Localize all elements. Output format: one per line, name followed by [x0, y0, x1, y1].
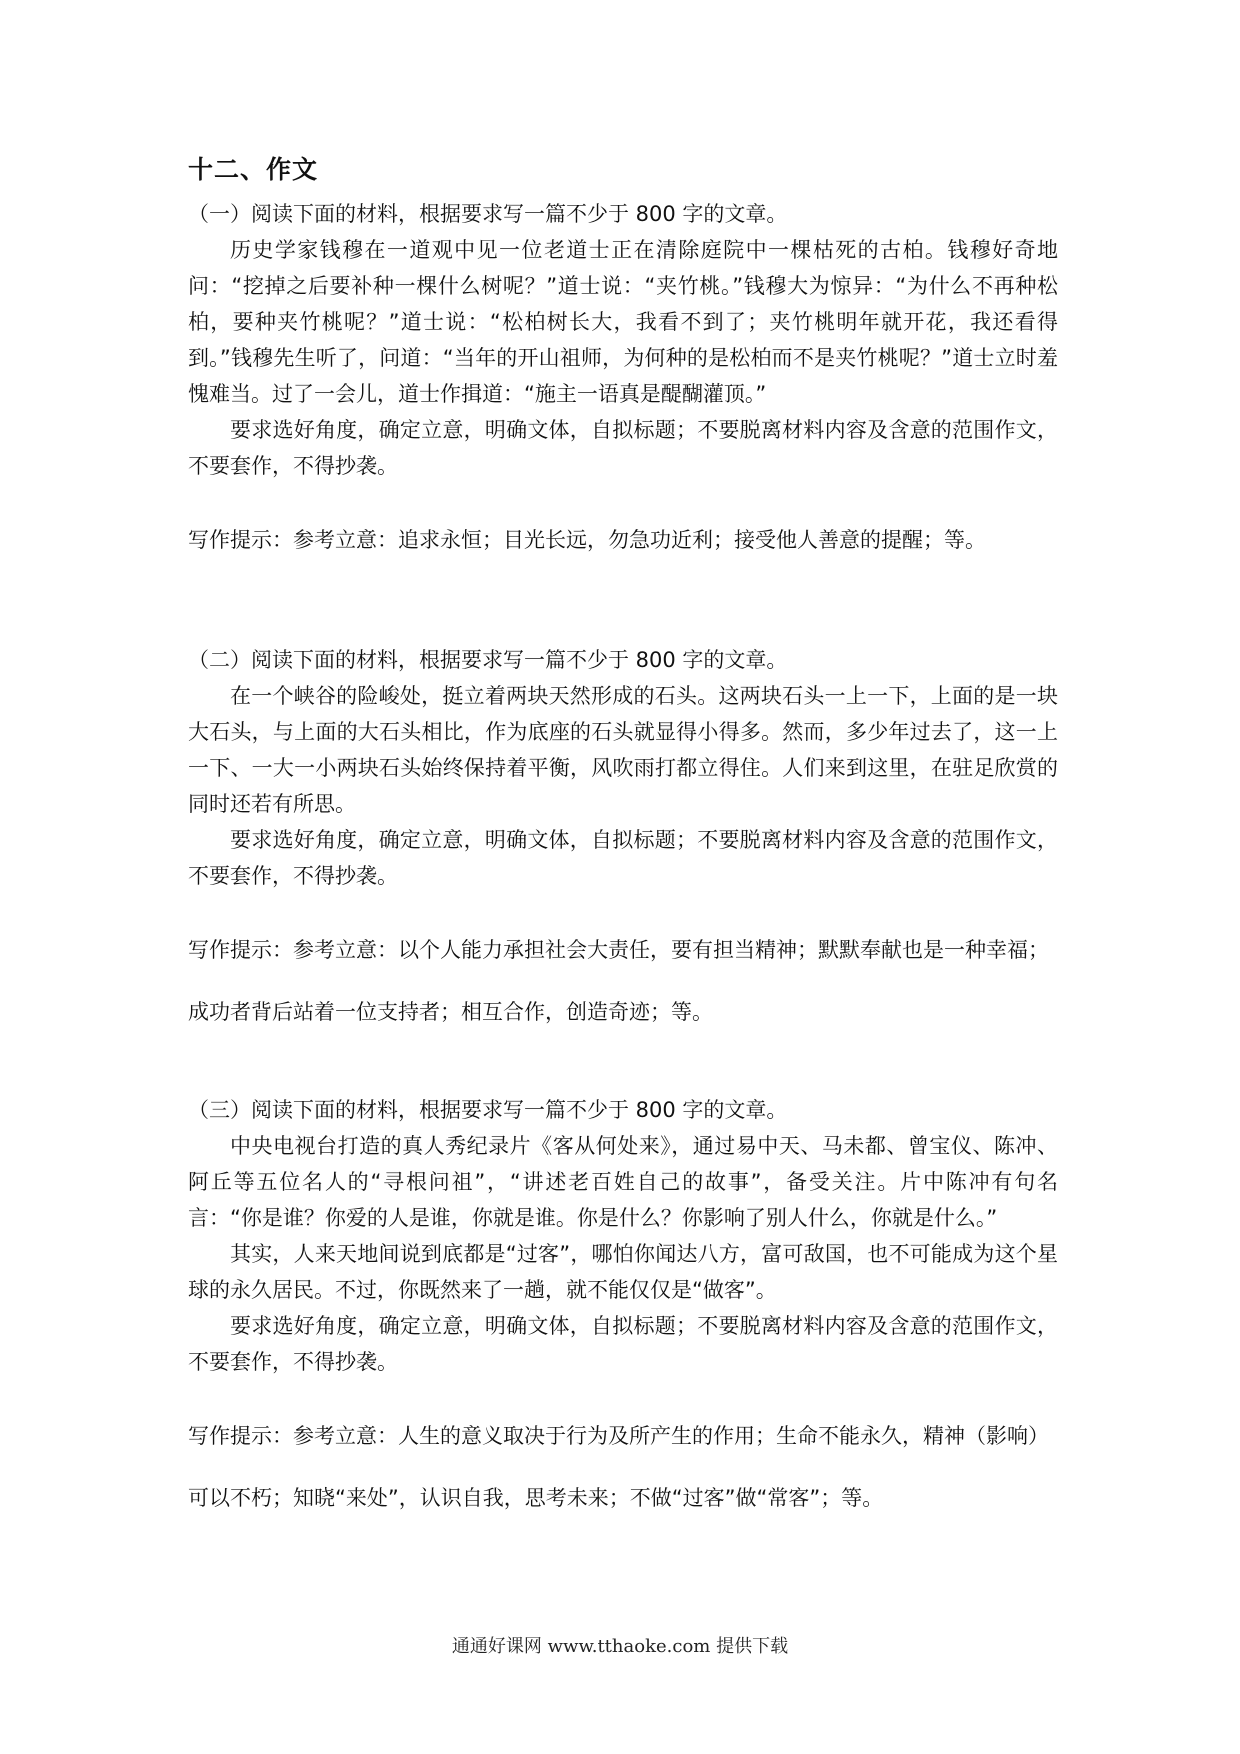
writing-hint-1: [188, 522, 1058, 558]
writing-hint-line: 写作提示：参考立意：以个人能力承担社会大责任，要有担当精神；默默奉献也是一种幸福；: [188, 938, 1049, 962]
material-paragraph: 中央电视台打造的真人秀纪录片《客从何处来》，通过易中天、马未都、曾宝仪、陈冲、阿丘等五位名人的“寻根问祖”，“讲述老百姓自己的故事”，备受关注。片中陈冲有句名言：“你是谁？你爱的人是谁，你就是谁。你是什么？你影响了别人什么，你就是什么。”: [188, 1134, 1058, 1230]
material-paragraph: 其实，人来天地间说到底都是“过客”，哪怕你闻达八方，富可敌国，也不可能成为这个星球的永久居民。不过，你既然来了一趟，就不能仅仅是“做客”。: [188, 1242, 1058, 1302]
writing-hint-line: 写作提示：参考立意：人生的意义取决于行为及所产生的作用；生命不能永久，精神（影响）: [188, 1424, 1049, 1448]
writing-hint-line: 成功者背后站着一位支持者；相互合作，创造奇迹；等。: [188, 1000, 713, 1024]
section-heading: 十二、作文: [188, 155, 319, 184]
essay-section-3: [188, 1092, 1058, 1380]
requirement-paragraph: 要求选好角度，确定立意，明确文体，自拟标题；不要脱离材料内容及含意的范围作文，不要套作，不得抄袭。: [188, 1314, 1058, 1374]
material-paragraph: 历史学家钱穆在一道观中见一位老道士正在清除庭院中一棵枯死的古柏。钱穆好奇地问：“挖掉之后要补种一棵什么树呢？”道士说：“夹竹桃。”钱穆大为惊异：“为什么不再种松柏，要种夹竹桃呢？”道士说：“松柏树长大，我看不到了；夹竹桃明年就开花，我还看得到。”钱穆先生听了，问道：“当年的开山祖师，为何种的是松柏而不是夹竹桃呢？”道士立时羞愧难当。过了一会儿，道士作揖道：“施主一语真是醍醐灌顶。”: [188, 238, 1058, 406]
essay-section-1: [188, 196, 1058, 484]
writing-hint-2: [188, 932, 1058, 1030]
writing-hint-line: 可以不朽；知晓“来处”，认识自我，思考未来；不做“过客”做“常客”；等。: [188, 1486, 884, 1510]
essay-prompt: （二）阅读下面的材料，根据要求写一篇不少于 800 字的文章。: [188, 648, 788, 672]
material-paragraph: 在一个峡谷的险峻处，挺立着两块天然形成的石头。这两块石头一上一下，上面的是一块大石头，与上面的大石头相比，作为底座的石头就显得小得多。然而，多少年过去了，这一上一下、一大一小两块石头始终保持着平衡，风吹雨打都立得住。人们来到这里，在驻足欣赏的同时还若有所思。: [188, 684, 1058, 816]
essay-prompt: （三）阅读下面的材料，根据要求写一篇不少于 800 字的文章。: [188, 1098, 788, 1122]
requirement-paragraph: 要求选好角度，确定立意，明确文体，自拟标题；不要脱离材料内容及含意的范围作文，不要套作，不得抄袭。: [188, 828, 1058, 888]
page-footer: 通通好课网 www.tthaoke.com 提供下载: [451, 1636, 789, 1657]
writing-hint-line: 写作提示：参考立意：追求永恒；目光长远，勿急功近利；接受他人善意的提醒；等。: [188, 528, 986, 552]
essay-section-2: [188, 642, 1058, 894]
essay-prompt: （一）阅读下面的材料，根据要求写一篇不少于 800 字的文章。: [188, 202, 788, 226]
writing-hint-3: [188, 1418, 1058, 1516]
requirement-paragraph: 要求选好角度，确定立意，明确文体，自拟标题；不要脱离材料内容及含意的范围作文，不要套作，不得抄袭。: [188, 418, 1058, 478]
